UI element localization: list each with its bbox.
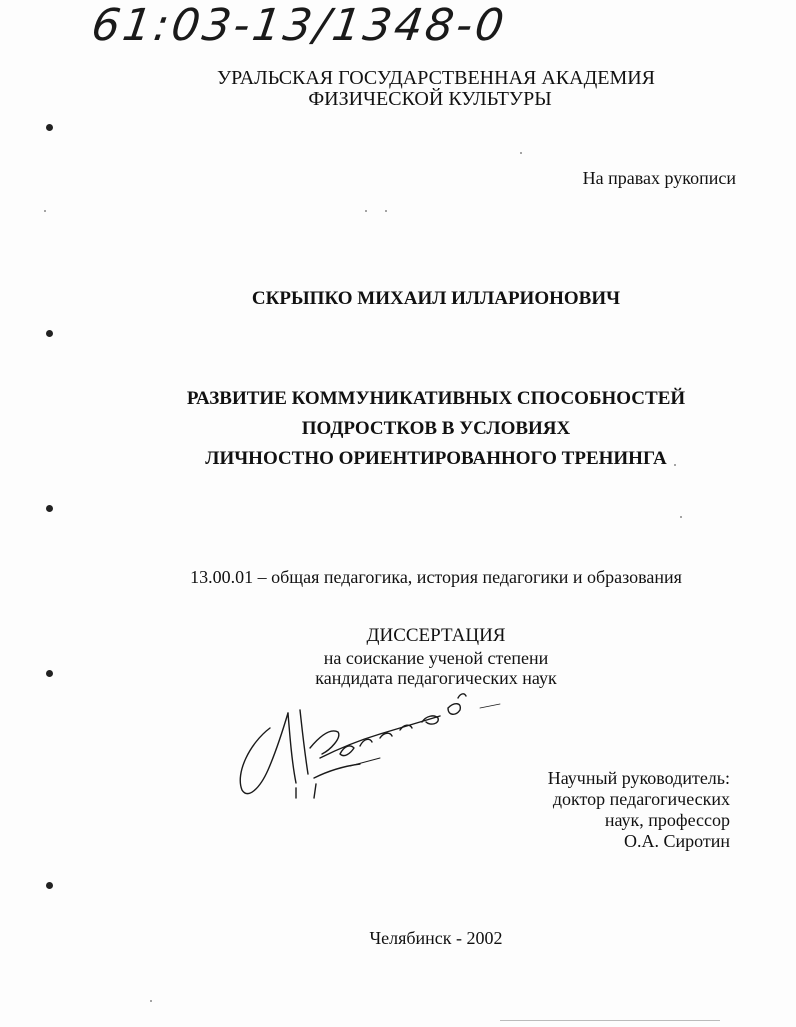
scan-speck: [385, 210, 387, 212]
advisor-degree: доктор педагогических: [552, 789, 730, 809]
rights-note: На правах рукописи: [582, 168, 736, 188]
city-year: Челябинск - 2002: [369, 928, 503, 948]
title-line-2: ПОДРОСТКОВ В УСЛОВИЯХ: [301, 418, 571, 439]
scan-speck: [680, 516, 682, 518]
advisor-title: наук, профессор: [604, 810, 730, 830]
scan-edge-line: [500, 1020, 720, 1021]
binding-hole-mark: [46, 124, 53, 131]
scan-speck: [150, 1000, 152, 1002]
title-line-1: РАЗВИТИЕ КОММУНИКАТИВНЫХ СПОСОБНОСТЕЙ: [186, 388, 686, 409]
title-line-3: ЛИЧНОСТНО ОРИЕНТИРОВАННОГО ТРЕНИНГА: [205, 448, 667, 469]
scan-speck: [674, 464, 676, 466]
binding-hole-mark: [46, 505, 53, 512]
advisor-name: О.А. Сиротин: [623, 831, 730, 851]
degree-line-2: на соискание ученой степени: [323, 648, 549, 668]
advisor-block: [548, 768, 730, 852]
binding-hole-mark: [46, 330, 53, 337]
specialty-code: 13.00.01 – общая педагогика, история педагогики и образования: [190, 567, 682, 587]
scan-speck: [520, 152, 522, 154]
institution-line-2: ФИЗИЧЕСКОЙ КУЛЬТУРЫ: [308, 88, 552, 110]
binding-hole-mark: [46, 670, 53, 677]
scan-speck: [44, 210, 46, 212]
institution-line-1: УРАЛЬСКАЯ ГОСУДАРСТВЕННАЯ АКАДЕМИЯ: [216, 67, 656, 89]
advisor-label: Научный руководитель:: [547, 768, 730, 788]
degree-heading: ДИССЕРТАЦИЯ: [366, 625, 506, 646]
scan-speck: [365, 210, 367, 212]
author-name: СКРЫПКО МИХАИЛ ИЛЛАРИОНОВИЧ: [251, 288, 621, 309]
handwritten-signature: [230, 688, 510, 808]
degree-line-3: кандидата педагогических наук: [315, 668, 557, 688]
binding-hole-mark: [46, 882, 53, 889]
archive-code-handwritten: 61:03-13/1348-0: [88, 0, 510, 51]
